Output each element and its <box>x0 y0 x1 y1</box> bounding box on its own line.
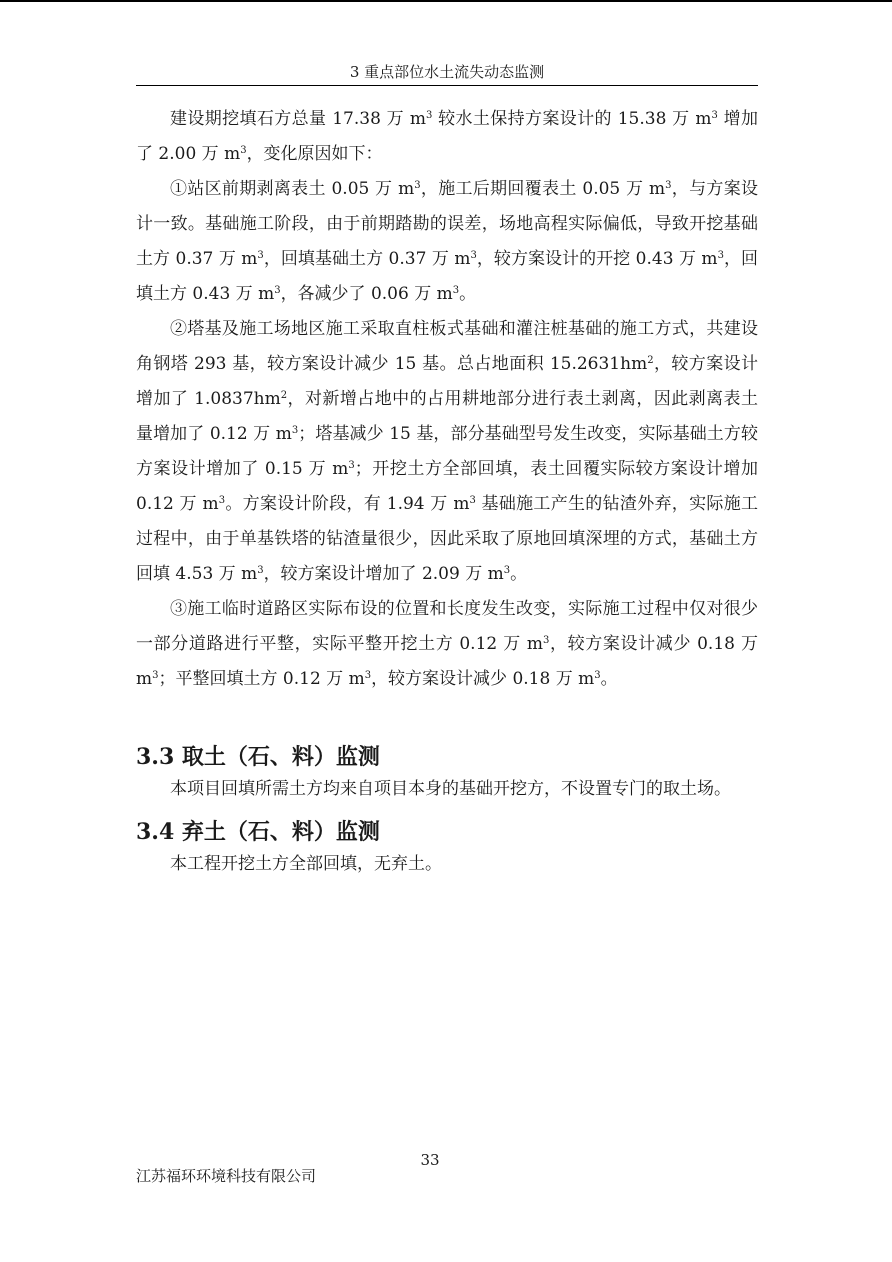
paragraph-tower-foundation: ②塔基及施工场地区施工采取直柱板式基础和灌注桩基础的施工方式，共建设角钢塔 293 基，较方案设计减少 15 基。总占地面积 $15.2631hm^2$，较方案设计增加了 $1.0837hm^2$，对新增占地中的占用耕地部分进行表土剥离，因此剥离表土量增加了 0.12 万 $m^3$；塔基减少 15 基，部分基础型号发生改变，实际基础土方较方案设计增加了 0.15 万 $m^3$；开挖土方全部回填，表土回覆实际较方案设计增加 0.12 万 $m^3$。方案设计阶段，有 1.94 万 $m^3$ 基础施工产生的钻渣外弃，实际施工过程中，由于单基铁塔的钻渣量很少，因此采取了原地回填深埋的方式，基础土方回填 4.53 万 $m^3$，较方案设计增加了 2.09 万 $m^3$。 <box>136 319 759 584</box>
paragraph-temporary-road: ③施工临时道路区实际布设的位置和长度发生改变，实际施工过程中仅对很少一部分道路进行平整，实际平整开挖土方 0.12 万 $m^3$，较方案设计减少 0.18 万 $m^3$；平整回填土方 0.12 万 $m^3$，较方案设计减少 0.18 万 $m^3$。 <box>136 599 758 689</box>
paragraph-spoil-monitoring: 本工程开挖土方全部回填，无弃土。 <box>170 854 442 874</box>
paragraph-station-area: ①站区前期剥离表土 0.05 万 $m^3$，施工后期回覆表土 0.05 万 $m^3$，与方案设计一致。基础施工阶段，由于前期踏勘的误差，场地高程实际偏低，导致开挖基础土方 0.37 万 $m^3$，回填基础土方 0.37 万 $m^3$，较方案设计的开挖 0.43 万 $m^3$，回填土方 0.43 万 $m^3$，各减少了 0.06 万 $m^3$。 <box>136 179 759 304</box>
paragraph-volume-summary: 建设期挖填石方总量 17.38 万 $m^3$ 较水土保持方案设计的 15.38 万 $m^3$ 增加了 2.00 万 $m^3$，变化原因如下： <box>136 109 759 164</box>
running-header: 3 重点部位水土流失动态监测 <box>349 63 545 81</box>
section-heading-3-4: 3.4 弃土（石、料）监测 <box>136 819 380 845</box>
body-text <box>136 102 758 882</box>
header-rule <box>136 85 758 86</box>
page-number: 33 <box>420 1151 440 1169</box>
footer-company-name: 江苏福环环境科技有限公司 <box>136 1167 317 1185</box>
paragraph-borrow-monitoring: 本项目回填所需土方均来自项目本身的基础开挖方，不设置专门的取土场。 <box>170 779 731 799</box>
section-heading-3-3: 3.3 取土（石、料）监测 <box>136 744 380 770</box>
page-top-border <box>0 0 892 2</box>
